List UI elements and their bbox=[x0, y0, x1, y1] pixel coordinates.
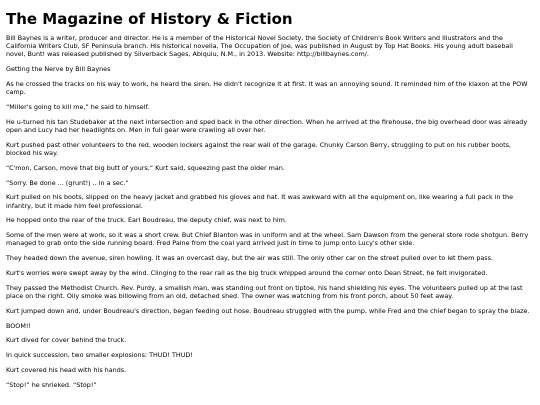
story-paragraph: He u-turned his tan Studebaker at the next intersection and sped back in the other direction. When he arrived at the firehouse, the big overhead door was already open and Lucy had her headlights on. Men in full gear were crawling all over her. bbox=[6, 117, 528, 134]
story-paragraph: They headed down the avenue, siren howling. It was an overcast day, but the air was still. The only other car on the street pulled over to let them pass. bbox=[6, 254, 493, 263]
page-title: The Magazine of History & Fiction bbox=[6, 10, 293, 28]
story-paragraph: “Miller's going to kill me,” he said to himself. bbox=[6, 103, 150, 111]
author-bio: Bill Baynes is a writer, producer and director. He is a member of the Historical Novel Society, the Society of Children's Book Writers and Illustrators and the California Writers Club, SF Peninsula branch. His historical novella, The Occupation of Joe, was published in August by Top Hat Books. His young adult baseball novel, Bunt! was released published by Silverback Sages, Abiquiu, N.M., in 2013. Website: http://billbaynes.com/. bbox=[6, 34, 513, 59]
story-paragraph: Kurt dived for cover behind the truck. bbox=[6, 336, 127, 345]
story-paragraph: As he crossed the tracks on his way to work, he heard the siren. He didn't recognize it at first. It was an annoying sound. It reminded him of the klaxon at the POW camp. bbox=[6, 80, 528, 97]
story-byline: Getting the Nerve by Bill Baynes bbox=[6, 65, 111, 74]
story-paragraph: Kurt pushed past other volunteers to the red, wooden lockers against the rear wall of the garage. Chunky Carson Berry, struggling to put on his rubber boots, blocked his way. bbox=[6, 140, 511, 157]
story-paragraph: He hopped onto the rear of the truck. Earl Boudreau, the deputy chief, was next to him. bbox=[6, 216, 287, 225]
story-paragraph: “Sorry. Be done ... (grunt!) .. in a sec.” bbox=[6, 178, 129, 187]
story-paragraph: Kurt pulled on his boots, slipped on the heavy jacket and grabbed his gloves and hat. It was awkward with all the equipment on, like wearing a full pack in the infantry, but it made him feel professional. bbox=[6, 193, 514, 210]
story-paragraph: Kurt jumped down and, under Boudreau's direction, began feeding out hose. Boudreau struggled with the pump, while Fred and the chief began to spray the blaze. bbox=[6, 306, 530, 315]
story-paragraph: BOOM!! bbox=[6, 321, 31, 330]
story-paragraph: Some of the men were at work, so it was a short crew. But Chief Blanton was in uniform and at the wheel. Sam Dawson from the general store rode shotgun. Berry managed to grab onto the side running board. Fred Paine from the coal yard arrived just in time to jump onto Lucy's other side. bbox=[6, 231, 529, 248]
story-paragraph: Kurt covered his head with his hands. bbox=[6, 365, 127, 374]
story-paragraph: “Stop!” he shrieked. “Stop!” bbox=[6, 380, 97, 389]
story-paragraph: Kurt's worries were swept away by the wind. Clinging to the rear rail as the big truck whipped around the corner onto Dean Street, he felt invigorated. bbox=[6, 268, 488, 277]
story-paragraph: “C'mon, Carson, move that big butt of yours,” Kurt said, squeezing past the older man. bbox=[6, 163, 285, 172]
story-paragraph: In quick succession, two smaller explosions: THUD! THUD! bbox=[6, 351, 193, 360]
story-paragraph: They passed the Methodist Church. Rev. Purdy, a smallish man, was standing out front on tiptoe, his hand shielding his eyes. The volunteers pulled up at the last place on the right. Oily smoke was billowing from an old, detached shed. The owner was watching from his front porch, about 50 feet away. bbox=[6, 283, 523, 300]
